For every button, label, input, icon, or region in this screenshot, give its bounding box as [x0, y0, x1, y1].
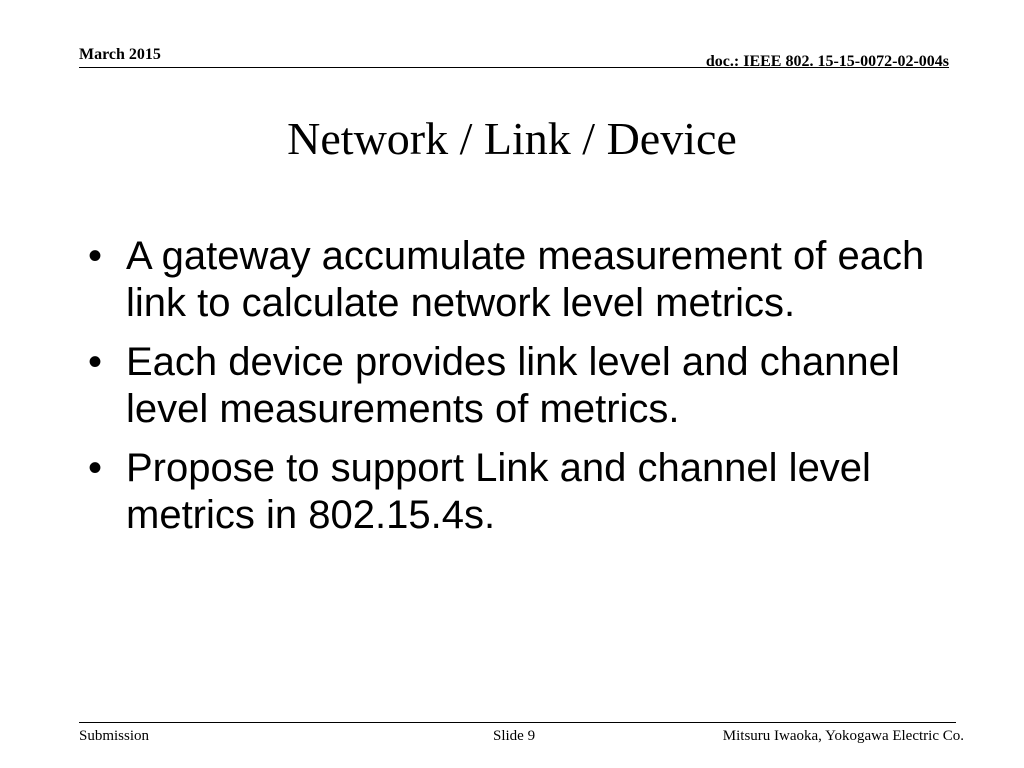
bullet-list [84, 233, 954, 551]
bullet-icon: • [88, 234, 103, 278]
bullet-text: Each device provides link level and channel level measurements of metrics. [126, 340, 900, 431]
bullet-item [84, 233, 954, 327]
bullet-text: Propose to support Link and channel level metrics in 802.15.4s. [126, 446, 871, 537]
footer-slide-number: Slide 9 [493, 728, 536, 744]
bullet-item [84, 445, 954, 539]
bullet-icon: • [88, 340, 103, 384]
slide-title: Network / Link / Device [287, 113, 737, 164]
footer-submission: Submission [79, 728, 150, 744]
header-divider [79, 67, 949, 68]
bullet-item [84, 339, 954, 433]
bullet-icon: • [88, 446, 103, 490]
footer-author: Mitsuru Iwaoka, Yokogawa Electric Co. [722, 728, 964, 744]
footer-divider [79, 722, 956, 723]
header-date: March 2015 [79, 46, 161, 63]
header-doc-id: doc.: IEEE 802. 15-15-0072-02-004s [705, 53, 949, 70]
bullet-text: A gateway accumulate measurement of each link to calculate network level metrics. [126, 234, 925, 325]
